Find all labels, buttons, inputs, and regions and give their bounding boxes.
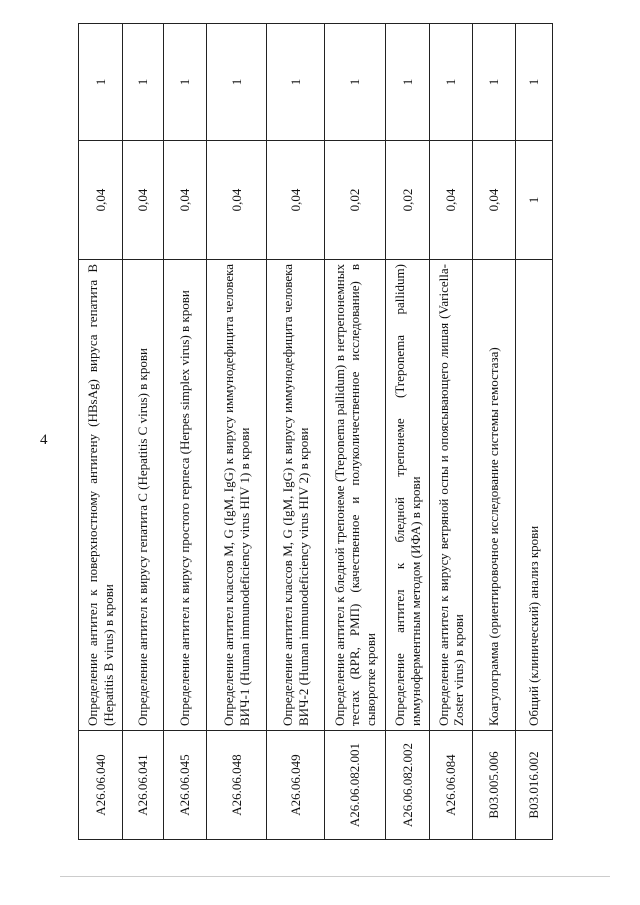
service-code: A26.06.048 [207, 731, 267, 840]
service-code: A26.06.040 [79, 731, 123, 840]
multiplicity-value: 1 [386, 24, 430, 141]
service-description: Определение антител к вирусу гепатита C (Hepatitis C virus) в крови [123, 260, 164, 731]
scan-edge-line [60, 876, 610, 877]
frequency-value: 0,04 [164, 141, 207, 260]
service-description: Общий (клинический) анализ крови [516, 260, 553, 731]
multiplicity-value: 1 [79, 24, 123, 141]
multiplicity-value: 1 [267, 24, 325, 141]
service-description: Определение антител к бледной трепонеме (Treponema pallidum) в нетрепонемных тестах (RPR, РМП) (качественное и полуколичественное исследование) в сыворотке крови [325, 260, 386, 731]
multiplicity-value: 1 [473, 24, 516, 141]
service-description: Коагулограмма (ориентировочное исследование системы гемостаза) [473, 260, 516, 731]
table-row [386, 24, 430, 840]
service-description: Определение антител к бледной трепонеме (Treponema pallidum) иммуноферментным методом (ИФА) в крови [386, 260, 430, 731]
service-code: B03.016.002 [516, 731, 553, 840]
multiplicity-value: 1 [516, 24, 553, 141]
table-row [267, 24, 325, 840]
frequency-value: 0,02 [325, 141, 386, 260]
frequency-value: 0,04 [267, 141, 325, 260]
service-description: Определение антител к вирусу ветряной оспы и опоясывающего лишая (Varicella-Zoster virus) в крови [430, 260, 473, 731]
service-code: A26.06.041 [123, 731, 164, 840]
service-code: A26.06.082.002 [386, 731, 430, 840]
table-row [164, 24, 207, 840]
multiplicity-value: 1 [430, 24, 473, 141]
service-description: Определение антител к поверхностному антигену (HBsAg) вируса гепатита B (Hepatitis B virus) в крови [79, 260, 123, 731]
frequency-value: 0,04 [79, 141, 123, 260]
table-row [516, 24, 553, 840]
table-row [325, 24, 386, 840]
multiplicity-value: 1 [123, 24, 164, 141]
service-description: Определение антител классов M, G (IgM, IgG) к вирусу иммунодефицита человека ВИЧ-1 (Human immunodeficiency virus HIV 1) в крови [207, 260, 267, 731]
service-code: B03.005.006 [473, 731, 516, 840]
multiplicity-value: 1 [164, 24, 207, 141]
table-row [207, 24, 267, 840]
service-code: A26.06.084 [430, 731, 473, 840]
page-number: 4 [40, 432, 48, 448]
table-row [430, 24, 473, 840]
frequency-value: 0,04 [430, 141, 473, 260]
service-code: A26.06.045 [164, 731, 207, 840]
service-description: Определение антител к вирусу простого герпеса (Herpes simplex virus) в крови [164, 260, 207, 731]
frequency-value: 0,04 [123, 141, 164, 260]
table-row [123, 24, 164, 840]
table-row [473, 24, 516, 840]
frequency-value: 0,04 [207, 141, 267, 260]
service-code: A26.06.049 [267, 731, 325, 840]
services-table [78, 23, 553, 840]
frequency-value: 0,02 [386, 141, 430, 260]
multiplicity-value: 1 [325, 24, 386, 141]
service-code: A26.06.082.001 [325, 731, 386, 840]
frequency-value: 0,04 [473, 141, 516, 260]
table-row [79, 24, 123, 840]
service-description: Определение антител классов M, G (IgM, IgG) к вирусу иммунодефицита человека ВИЧ-2 (Human immunodeficiency virus HIV 2) в крови [267, 260, 325, 731]
multiplicity-value: 1 [207, 24, 267, 141]
frequency-value: 1 [516, 141, 553, 260]
rotated-table-wrapper [78, 60, 542, 840]
